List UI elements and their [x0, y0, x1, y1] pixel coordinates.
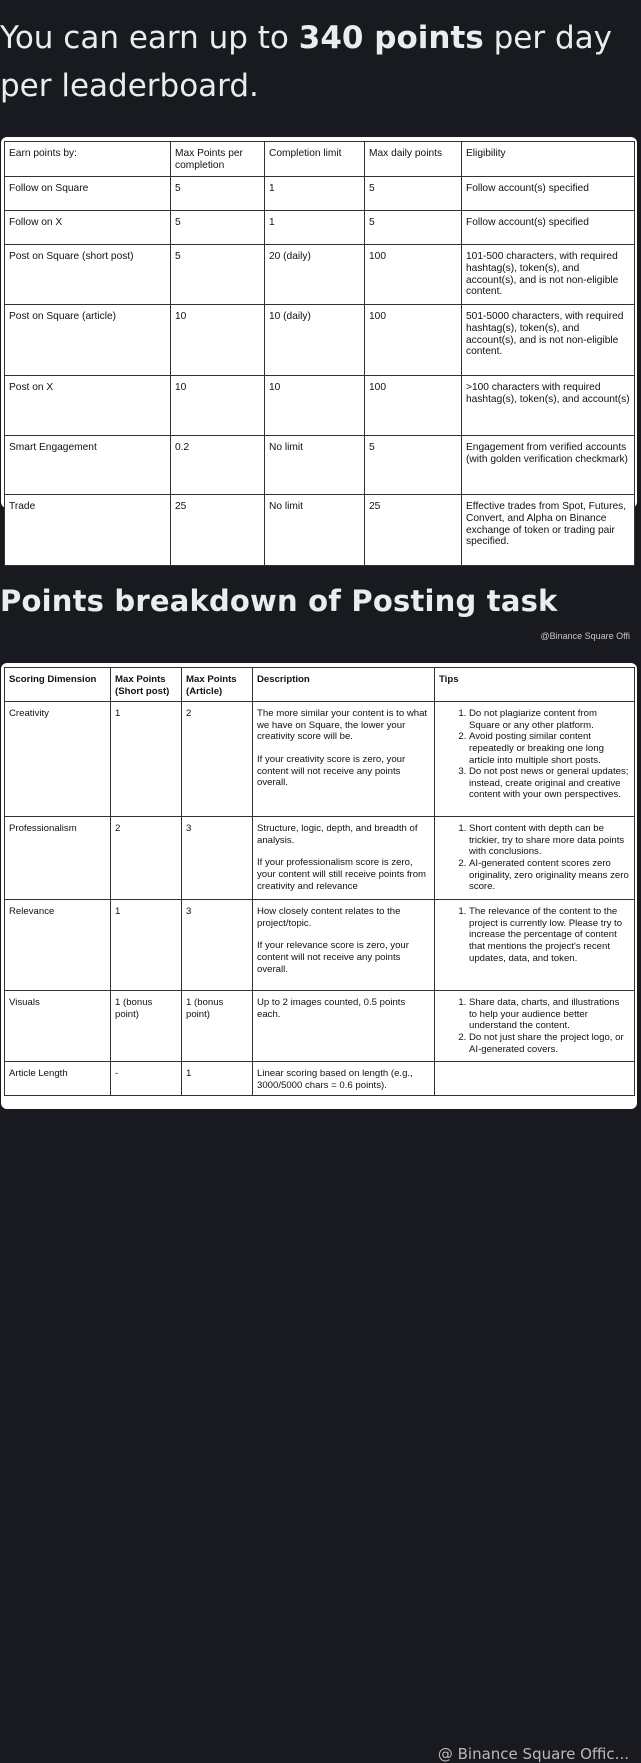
- table-cell: Follow on Square: [5, 177, 171, 211]
- column-header: Completion limit: [265, 142, 365, 177]
- section-heading: Points breakdown of Posting task: [0, 584, 558, 618]
- tips-cell: [435, 900, 635, 991]
- table-cell: 1: [265, 211, 365, 245]
- tips-cell: [435, 702, 635, 817]
- table-cell-article: 1 (bonus point): [182, 991, 253, 1062]
- description-text: Up to 2 images counted, 0.5 points each.: [257, 997, 406, 1020]
- table-cell: 100: [365, 245, 462, 305]
- table-row: [5, 245, 635, 305]
- table-row: [5, 376, 635, 436]
- table-cell: Post on Square (article): [5, 305, 171, 376]
- description-cell: [253, 817, 435, 900]
- description-cell: [253, 1062, 435, 1096]
- tips-cell: [435, 1062, 635, 1096]
- table-header-row: [5, 142, 635, 177]
- table-cell: Engagement from verified accounts (with golden verification checkmark): [462, 436, 635, 495]
- table-cell: 101-500 characters, with required hashtag(s), token(s), and account(s), and is not non-eligible content.: [462, 245, 635, 305]
- description-text: Linear scoring based on length (e.g., 3000/5000 chars = 0.6 points).: [257, 1068, 413, 1091]
- table-cell: 0.2: [171, 436, 265, 495]
- table-row: [5, 702, 635, 817]
- table-cell: Smart Engagement: [5, 436, 171, 495]
- table-cell: 25: [365, 495, 462, 566]
- intro-suffix: per day per leaderboard.: [0, 20, 612, 104]
- table-row: [5, 495, 635, 566]
- description-note: If your relevance score is zero, your content will not receive any points overall.: [257, 940, 409, 975]
- table-cell: 1: [265, 177, 365, 211]
- intro-prefix: You can earn up to: [0, 20, 299, 56]
- table-row: [5, 177, 635, 211]
- table-cell-short: 1: [111, 702, 182, 817]
- watermark: @Binance Square Offi: [540, 631, 630, 641]
- table-row: [5, 900, 635, 991]
- table-cell: 10: [171, 305, 265, 376]
- table-cell: Effective trades from Spot, Futures, Convert, and Alpha on Binance exchange of token or trading pair specified.: [462, 495, 635, 566]
- description-note: If your creativity score is zero, your content will not receive any points overall.: [257, 753, 406, 789]
- description-cell: [253, 991, 435, 1062]
- table-cell: 10 (daily): [265, 305, 365, 376]
- table-cell: Trade: [5, 495, 171, 566]
- table-cell: No limit: [265, 436, 365, 495]
- column-header: Scoring Dimension: [5, 668, 111, 702]
- table-row: [5, 305, 635, 376]
- description-cell: [253, 900, 435, 991]
- table-cell: 5: [171, 177, 265, 211]
- column-header: Description: [253, 668, 435, 702]
- tip-item: 2. Avoid posting similar content repeatedly or breaking one long article into multiple short posts.: [469, 731, 630, 766]
- description-cell: [253, 702, 435, 817]
- intro-text: [0, 14, 630, 110]
- table-cell-short: 1 (bonus point): [111, 991, 182, 1062]
- table-cell-article: 1: [182, 1062, 253, 1096]
- table-row: [5, 436, 635, 495]
- table-cell: Post on X: [5, 376, 171, 436]
- column-header: Max Points per completion: [171, 142, 265, 177]
- column-header: Max daily points: [365, 142, 462, 177]
- table-cell: 100: [365, 376, 462, 436]
- table-cell: Post on Square (short post): [5, 245, 171, 305]
- table-cell: Follow account(s) specified: [462, 177, 635, 211]
- table-row: [5, 211, 635, 245]
- column-header: Tips: [435, 668, 635, 702]
- table-header-row: [5, 668, 635, 702]
- column-header: Max Points (Article): [182, 668, 253, 702]
- column-header: Eligibility: [462, 142, 635, 177]
- intro-highlight: 340 points: [298, 20, 484, 56]
- table-cell: 5: [365, 211, 462, 245]
- table-cell-article: 3: [182, 900, 253, 991]
- table-cell: 501-5000 characters, with required hashtag(s), token(s), and account(s), and is not non-eligible content.: [462, 305, 635, 376]
- table-cell-article: 3: [182, 817, 253, 900]
- description-text: Structure, logic, depth, and breadth of analysis.: [257, 823, 418, 846]
- tip-item: 2. AI-generated content scores zero originality, zero originality means zero score.: [469, 858, 630, 893]
- table-cell-dimension: Article Length: [5, 1062, 111, 1096]
- table-cell: Follow account(s) specified: [462, 211, 635, 245]
- tip-item: 1. Short content with depth can be trickier, try to share more data points with conclusions.: [469, 823, 630, 858]
- watermark: @ Binance Square Offic...: [437, 1745, 629, 1763]
- table-cell-short: 2: [111, 817, 182, 900]
- table-cell: Follow on X: [5, 211, 171, 245]
- tips-cell: [435, 817, 635, 900]
- table-cell-dimension: Professionalism: [5, 817, 111, 900]
- tips-cell: [435, 991, 635, 1062]
- description-text: How closely content relates to the project/topic.: [257, 906, 401, 929]
- description-note: If your professionalism score is zero, your content will still receive points from creativity and relevance: [257, 857, 427, 892]
- table-row: [5, 1062, 635, 1096]
- scoring-table: [4, 667, 635, 1096]
- tips-list: [439, 823, 630, 893]
- table-cell-dimension: Creativity: [5, 702, 111, 817]
- table-cell: >100 characters with required hashtag(s), token(s), and account(s): [462, 376, 635, 436]
- table-cell-short: 1: [111, 900, 182, 991]
- table-cell: No limit: [265, 495, 365, 566]
- table-cell-dimension: Visuals: [5, 991, 111, 1062]
- table-cell: 5: [365, 436, 462, 495]
- earn-points-table: [4, 141, 635, 566]
- table-cell-short: -: [111, 1062, 182, 1096]
- tip-item: 3. Do not post news or general updates; instead, create original and creative content with your own perspectives.: [469, 766, 630, 801]
- tip-item: 2. Do not just share the project logo, or AI-generated covers.: [469, 1032, 630, 1055]
- tip-item: 1. Share data, charts, and illustrations to help your audience better understand the content.: [469, 997, 630, 1032]
- table-row: [5, 817, 635, 900]
- tip-item: 1. Do not plagiarize content from Square or any other platform.: [469, 708, 630, 731]
- table-cell: 10: [171, 376, 265, 436]
- table-cell: 25: [171, 495, 265, 566]
- description-text: The more similar your content is to what we have on Square, the lower your creativity score will be.: [257, 708, 428, 743]
- table-cell: 5: [171, 211, 265, 245]
- column-header: Earn points by:: [5, 142, 171, 177]
- table-row: [5, 991, 635, 1062]
- table-cell: 5: [171, 245, 265, 305]
- table-cell: 5: [365, 177, 462, 211]
- tips-list: [439, 906, 630, 964]
- tips-list: [439, 708, 630, 801]
- table-cell: 20 (daily): [265, 245, 365, 305]
- table-cell-article: 2: [182, 702, 253, 817]
- tip-item: 1. The relevance of the content to the project is currently low. Please try to increase the percentage of content that mentions the project's recent updates, data, and token.: [469, 906, 630, 964]
- table-cell: 10: [265, 376, 365, 436]
- column-header: Max Points (Short post): [111, 668, 182, 702]
- tips-list: [439, 997, 630, 1055]
- table-cell-dimension: Relevance: [5, 900, 111, 991]
- scoring-table-card: [1, 663, 637, 1763]
- table-cell: 100: [365, 305, 462, 376]
